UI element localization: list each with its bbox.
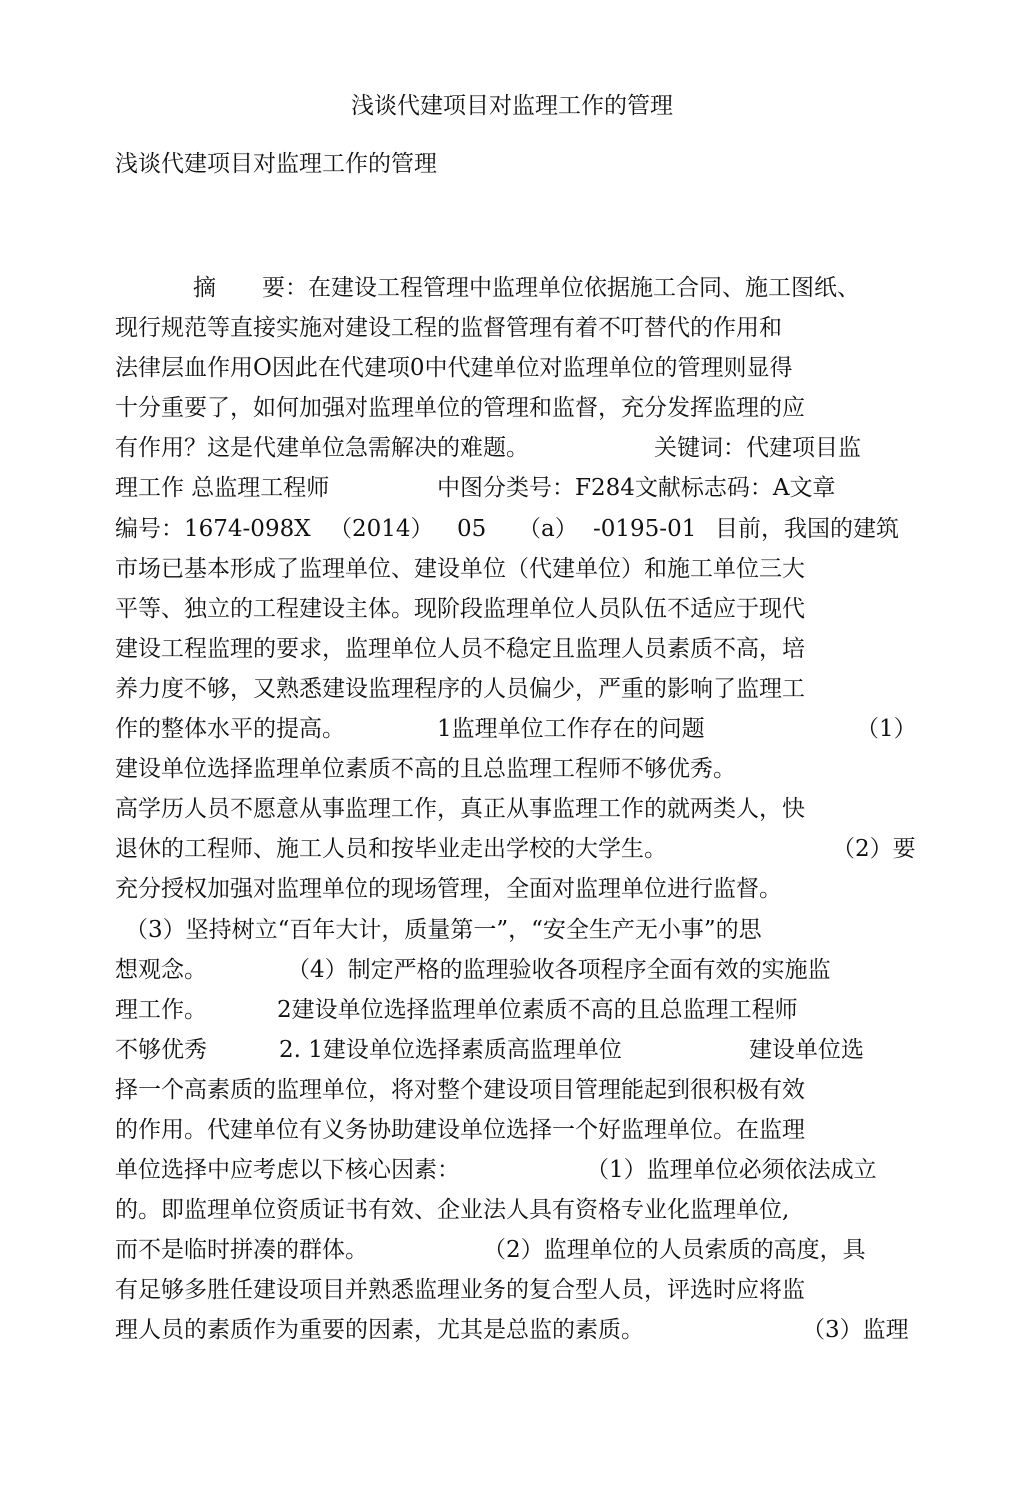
text-line	[115, 749, 915, 789]
text-line	[115, 1110, 915, 1150]
text-segment: 摘 要：在建设工程管理中监理单位依据施工合同、施工图纸、	[193, 275, 860, 301]
text-line	[115, 869, 915, 909]
text-line	[115, 1270, 915, 1310]
text-line	[115, 910, 915, 950]
text-segment: 的作用。代建单位有义务协助建设单位选择一个好监理单位。在监理	[115, 1116, 805, 1143]
text-segment: 目前，我国的建筑	[715, 515, 899, 542]
text-line	[115, 549, 915, 589]
text-line	[115, 348, 915, 388]
text-segment: 养力度不够，又熟悉建设监理程序的人员偏少，严重的影响了监理工	[115, 675, 805, 702]
text-segment: -0195-01	[593, 515, 697, 542]
text-line	[115, 629, 915, 669]
text-segment: （2）监理单位的人员索质的高度，具	[483, 1237, 866, 1264]
text-line	[115, 468, 915, 508]
text-segment: 作的整体水平的提高。	[115, 716, 345, 743]
document-title: 浅谈代建项目对监理工作的管理	[351, 93, 673, 119]
text-segment: 市场已基本形成了监理单位、建设单位（代建单位）和施工单位三大	[115, 555, 805, 582]
text-segment: 而不是临时拼凑的群体。	[115, 1237, 368, 1264]
text-line	[115, 789, 915, 829]
text-segment: 中图分类号：F284文献标志码：A文章	[437, 475, 836, 502]
text-segment: （1）	[856, 716, 917, 743]
text-line	[115, 990, 915, 1030]
text-line	[115, 428, 915, 468]
text-segment: （3）坚持树立“百年大计，质量第一”，“安全生产无小事”的思	[125, 916, 762, 943]
text-segment: 平等、独立的工程建设主体。现阶段监理单位人员队伍不适应于现代	[115, 595, 805, 622]
text-segment: 择一个高素质的监理单位，将对整个建设项目管理能起到很积极有效	[115, 1076, 805, 1103]
text-line	[115, 950, 915, 990]
text-line	[115, 509, 915, 549]
text-segment: 理工作 总监理工程师	[115, 475, 330, 502]
text-line	[115, 669, 915, 709]
text-segment: （1）监理单位必须依法成立	[586, 1157, 877, 1184]
text-segment: 有作用？这是代建单位急需解决的难题。	[115, 435, 529, 462]
text-segment: （4）制定严格的监理验收各项程序全面有效的实施监	[287, 956, 831, 983]
text-segment: 理人员的素质作为重要的因素，尤其是总监的素质。	[115, 1317, 644, 1344]
text-line	[115, 388, 915, 428]
text-line	[115, 709, 915, 749]
text-line	[115, 1150, 915, 1190]
text-segment: 退休的工程师、施工人员和按毕业走出学校的大学生。	[115, 836, 667, 863]
text-segment: 2. 1建设单位选择素质高监理单位	[279, 1036, 622, 1063]
text-segment: 编号：1674-098X	[115, 515, 311, 542]
text-segment: 不够优秀	[115, 1036, 207, 1063]
text-line	[115, 1230, 915, 1270]
text-line	[115, 268, 915, 308]
text-segment: 建设单位选	[749, 1036, 864, 1063]
text-line	[115, 589, 915, 629]
text-segment: 高学历人员不愿意从事监理工作，真正从事监理工作的就两类人，快	[115, 796, 805, 823]
text-segment: 十分重要了，如何加强对监理单位的管理和监督，充分发挥监理的应	[115, 395, 805, 422]
text-segment: 建设单位选择监理单位素质不高的且总监理工程师不够优秀。	[115, 756, 736, 783]
text-segment: 充分授权加强对监理单位的现场管理，全面对监理单位进行监督。	[115, 876, 782, 903]
text-line	[115, 1030, 915, 1070]
text-line	[115, 829, 915, 869]
text-segment: 关键词：代建项目监	[654, 435, 861, 462]
text-segment: 的。即监理单位资质证书有效、企业法人具有资格专业化监理单位,	[115, 1197, 790, 1224]
text-segment: 理工作。	[115, 996, 207, 1023]
text-segment: （2）要	[832, 836, 916, 863]
text-segment: 法律层血作用O因此在代建项0中代建单位对监理单位的管理则显得	[115, 355, 793, 382]
text-segment: 05	[457, 515, 487, 542]
text-segment: （3）监理	[802, 1317, 909, 1344]
text-segment: 1监理单位工作存在的问题	[437, 716, 705, 743]
text-line	[115, 308, 915, 348]
text-segment: 有足够多胜任建设项目并熟悉监理业务的复合型人员，评选时应将监	[115, 1277, 805, 1304]
text-segment: 建设工程监理的要求，监理单位人员不稳定且监理人员素质不高，培	[115, 635, 805, 662]
text-line	[115, 1190, 915, 1230]
text-segment: （2014）	[329, 515, 434, 542]
text-segment: （a）	[518, 515, 578, 542]
text-segment: 单位选择中应考虑以下核心因素：	[115, 1157, 460, 1184]
document-subtitle: 浅谈代建项目对监理工作的管理	[115, 151, 437, 177]
document-body	[115, 268, 915, 1351]
text-line	[115, 1070, 915, 1110]
text-segment: 想观念。	[115, 956, 207, 983]
text-segment: 现行规范等直接实施对建设工程的监督管理有着不叮替代的作用和	[115, 315, 782, 342]
text-line	[115, 1310, 915, 1350]
text-segment: 2建设单位选择监理单位素质不高的且总监理工程师	[277, 996, 798, 1023]
